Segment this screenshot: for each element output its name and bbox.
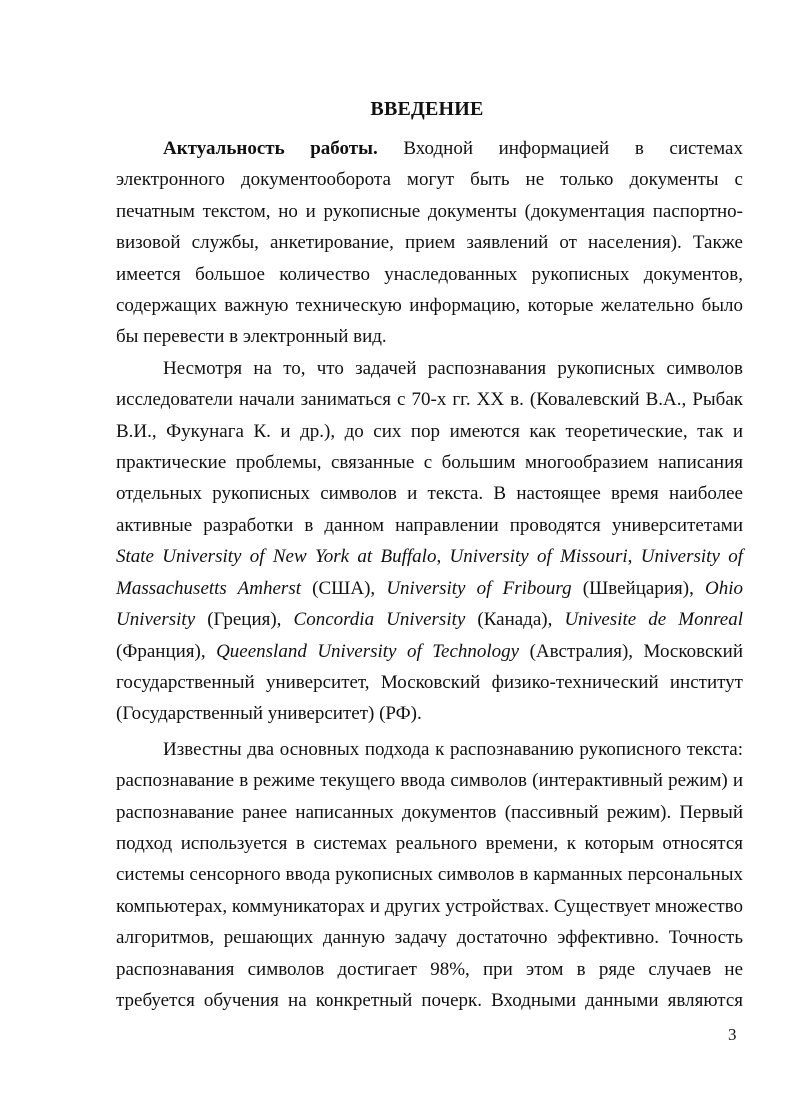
body-text: [116, 133, 743, 1016]
history-sep-3: (США),: [301, 577, 387, 599]
university-queensland: Queensland University of Technology: [216, 640, 520, 662]
history-sep-6: (Канада),: [465, 609, 565, 631]
page-title: ВВЕДЕНИЕ: [370, 98, 484, 120]
university-montreal: Univesite de Monreal: [564, 609, 744, 631]
history-sep-2: ,: [627, 546, 641, 568]
university-fribourg: University of Fribourg: [386, 577, 572, 599]
page-number: 3: [728, 1025, 737, 1044]
history-text-1: Несмотря на то, что задачей распознавания рукописных символов исследователи начали заниматься с 70-х гг. XX в. (Ковалевский В.А., Рыбак В.И., Фукунага К. и др.), до сих пор имеются как теоретические, так и практические проблемы, связанные с большим многообразием написания отдельных рукописных символов и текста. В настоящее время наиболее активные разработки в данном направлении проводятся университетами: [116, 357, 743, 536]
paragraph-history: [116, 353, 743, 730]
university-massachusetts: University of Massachusetts Amherst: [116, 546, 743, 599]
university-concordia: Concordia University: [293, 609, 466, 631]
relevance-text: Входной информацией в системах электронного документооборота могут быть не только документы с печатным текстом, но и рукописные документы (документация паспортно-визовой службы, анкетирование, прием заявлений от населения). Также имеется большое количество унаследованных рукописных документов, содержащих важную техническую информацию, которые желательно было бы перевести в электронный вид.: [116, 138, 743, 348]
history-sep-1: ,: [436, 546, 450, 568]
paragraph-relevance: [116, 133, 743, 353]
history-sep-5: (Греция),: [195, 609, 294, 631]
university-missouri: University of Missouri: [449, 546, 628, 568]
relevance-lead: Актуальность работы.: [163, 138, 378, 159]
paragraph-approaches: [116, 734, 743, 1017]
history-text-end: (Австралия), Московский государственный университет, Московский физико-технический институт (Государственный университет) (РФ).: [116, 640, 743, 725]
approaches-text: Известны два основных подхода к распознаванию рукописного текста: распознавание в режиме текущего ввода символов (интерактивный режим) и распознавание ранее написанных документов (пассивный режим). Первый подход используется в системах реального времени, к которым относятся системы сенсорного ввода рукописных символов в карманных персональных компьютерах, коммуникаторах и других устройствах. Существует множество алгоритмов, решающих данную задачу достаточно эффективно. Точность распознавания символов достигает 98%, при этом в ряде случаев не требуется обучения на конкретный почерк. Входными данными являются: [116, 738, 743, 1011]
history-sep-7: (Франция),: [116, 640, 217, 662]
university-buffalo: State University of New York at Buffalo: [116, 546, 437, 568]
history-sep-4: (Швейцария),: [571, 577, 705, 599]
university-ohio: Ohio University: [116, 577, 743, 631]
